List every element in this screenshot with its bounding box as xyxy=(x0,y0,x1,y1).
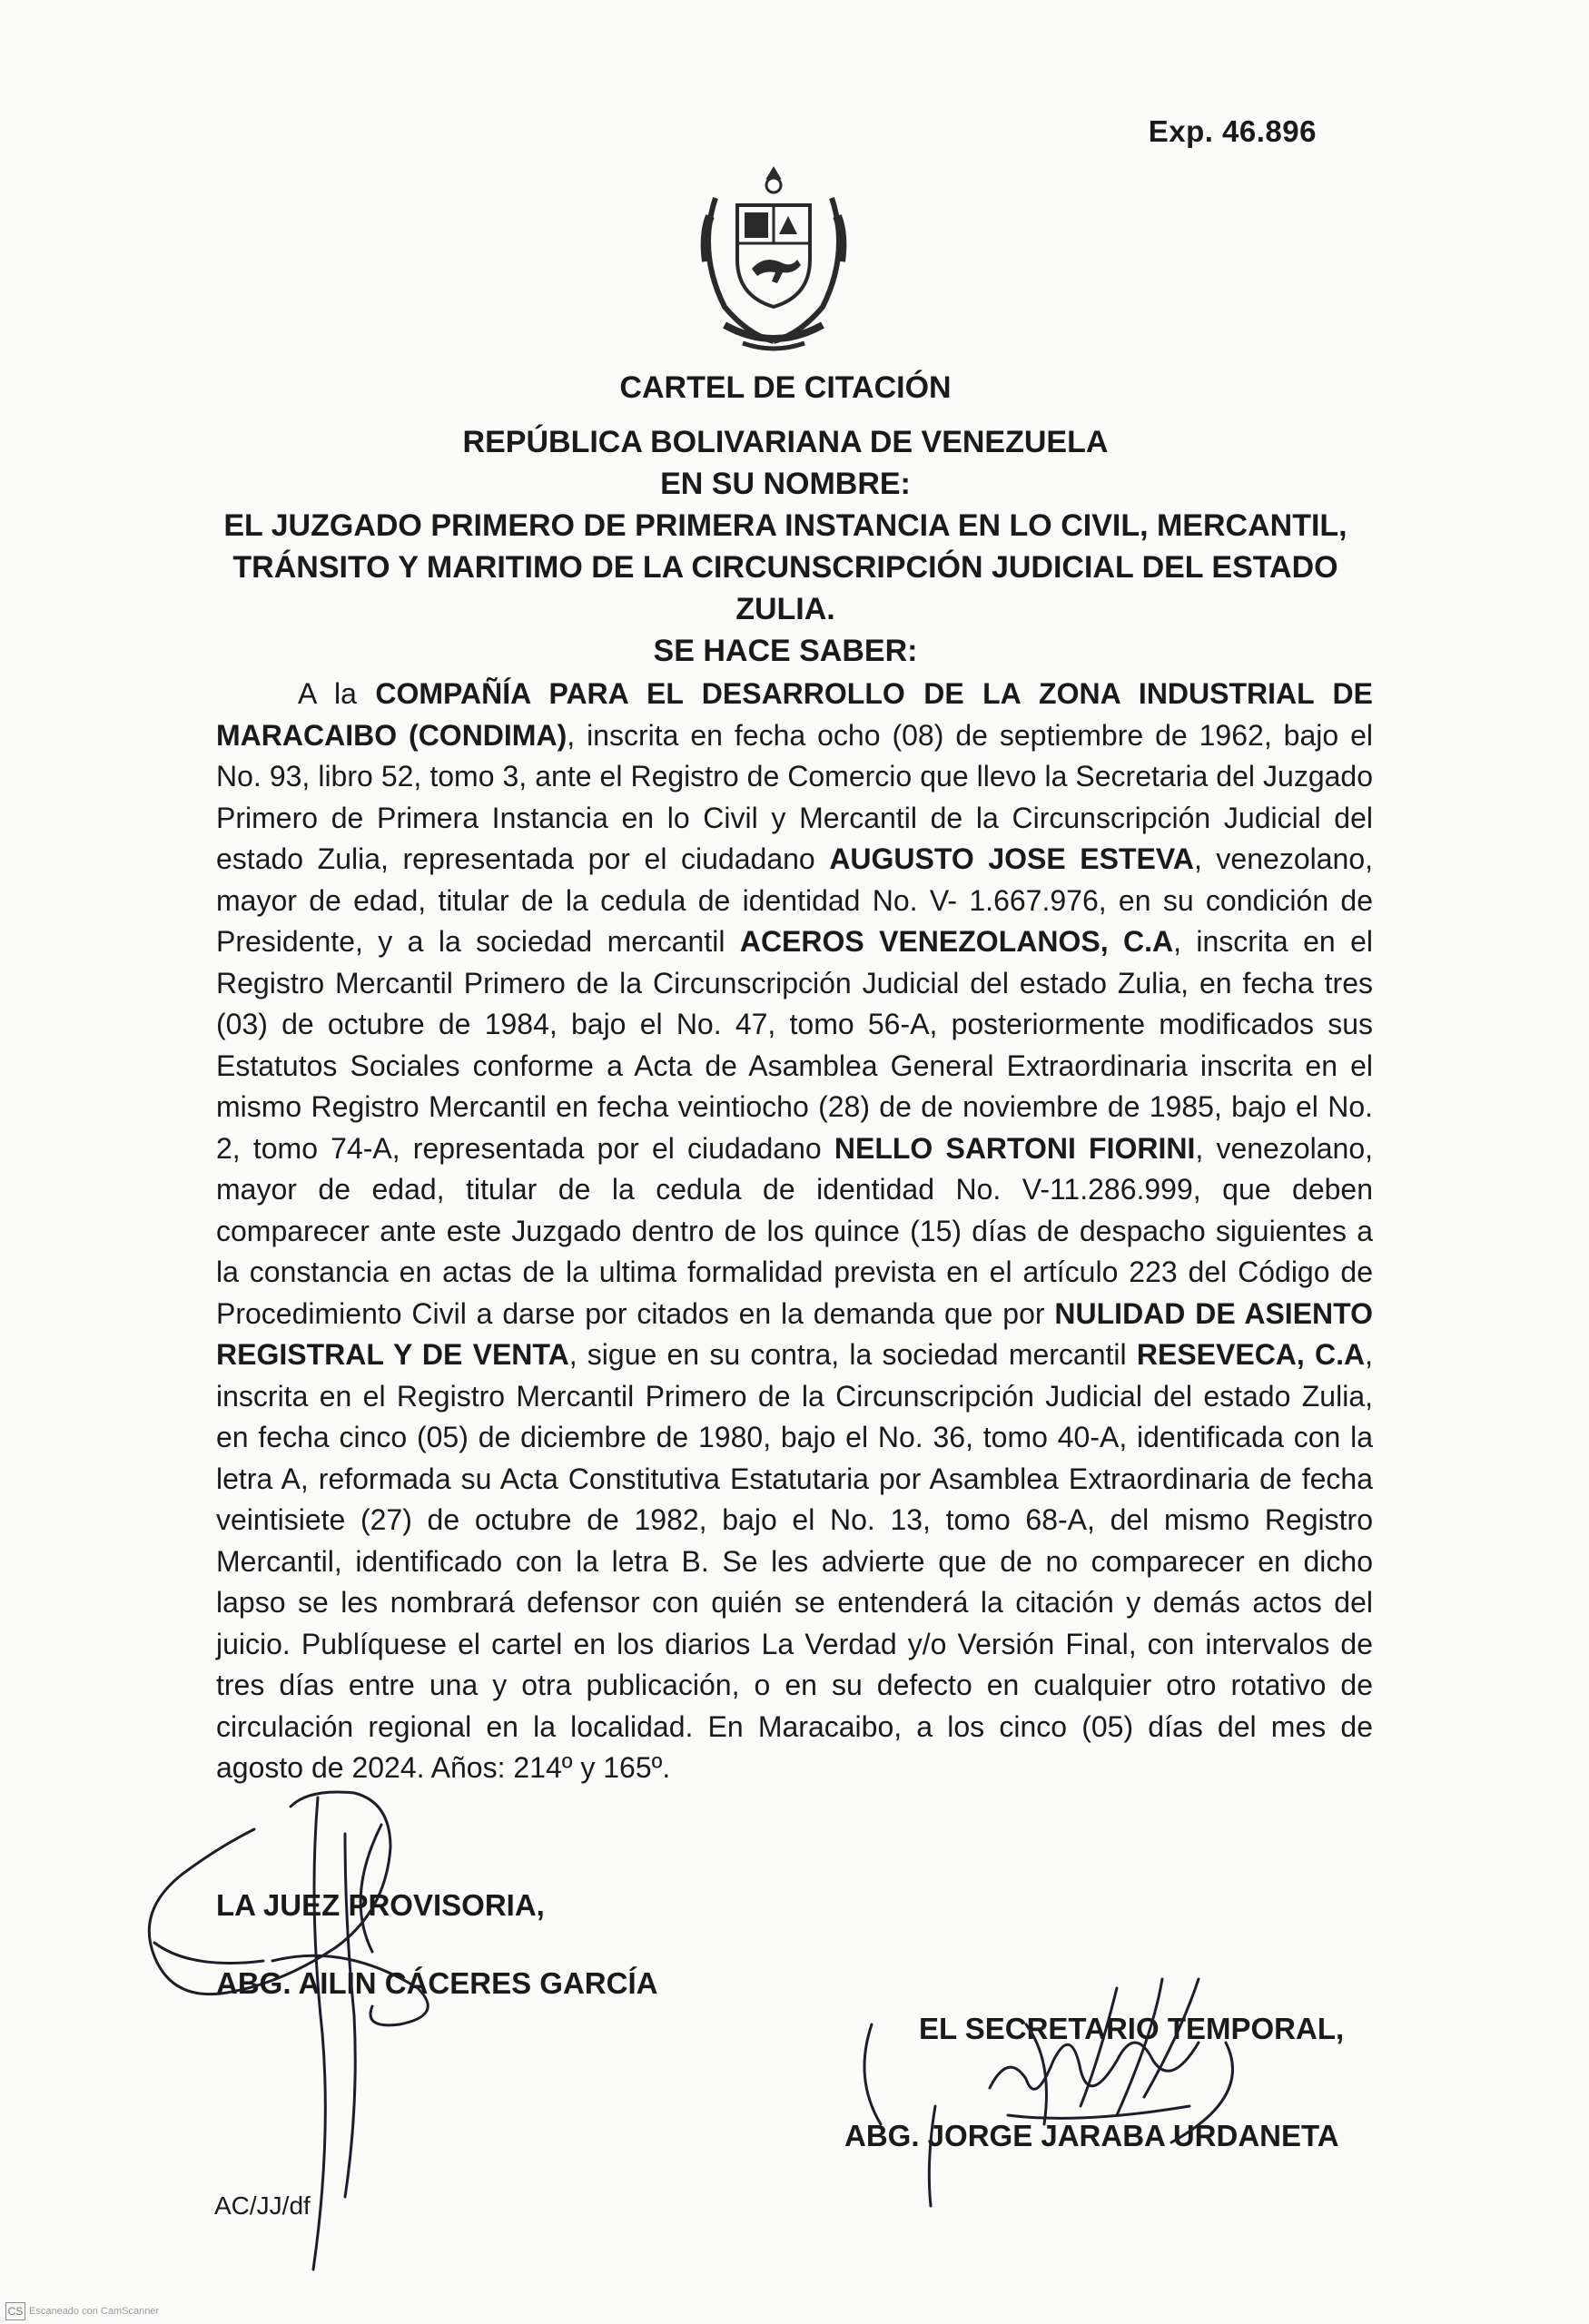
secretary-signature xyxy=(844,1952,1317,2224)
body-text-segment: , inscrita en el Registro Mercantil Primero de la Circunscripción Judicial del estado Zulia, en fecha tres (03) de octubre de 1984, bajo el No. 47, tomo 56-A, posteriormente modificados sus Estatutos Sociales conforme a Acta de Asamblea General Extraordinaria inscrita en el mismo Registro Mercantil en fecha veintiocho (28) de de noviembre de 1985, bajo el No. 2, tomo 74-A, representada por el ciudadano xyxy=(216,925,1374,1165)
en-su-nombre-heading: EN SU NOMBRE: xyxy=(660,467,911,501)
body-bold-segment: COMPAÑÍA PARA EL DESARROLLO DE LA ZONA INDUSTRIAL DE MARACAIBO (CONDIMA) xyxy=(216,677,1374,752)
judge-title: LA JUEZ PROVISORIA, xyxy=(216,1888,545,1922)
body-bold-segment: ACEROS VENEZOLANOS, C.A xyxy=(739,925,1174,958)
initials: AC/JJ/df xyxy=(214,2191,311,2220)
coat-of-arms-icon xyxy=(688,162,859,356)
citation-body xyxy=(216,674,1373,1789)
secretary-name: ABG. JORGE JARABA URDANETA xyxy=(844,2119,1339,2152)
camscanner-logo: CS xyxy=(5,2302,25,2320)
secretary-title: EL SECRETARIO TEMPORAL, xyxy=(919,2012,1345,2045)
se-hace-saber-heading: SE HACE SABER: xyxy=(653,634,918,668)
body-bold-segment: NELLO SARTONI FIORINI xyxy=(834,1131,1196,1165)
judge-name: ABG. AILIN CÁCERES GARCÍA xyxy=(216,1966,658,2000)
body-text-segment: , venezolano, mayor de edad, titular de la cedula de identidad No. V-11.286.999, que deben comparecer ante este Juzgado dentro de los quince (15) días de despacho siguientes a la constancia en actas de la ultima formalidad prevista en el artículo 223 del Código de Procedimiento Civil a darse por citados en la demanda que por xyxy=(216,1131,1374,1330)
document-title: CARTEL DE CITACIÓN xyxy=(619,370,952,405)
document-headings xyxy=(200,367,1371,672)
body-bold-segment: RESEVECA, C.A xyxy=(1136,1338,1366,1371)
expediente-number: Exp. 46.896 xyxy=(1148,114,1317,148)
body-bold-segment: AUGUSTO JOSE ESTEVA xyxy=(829,842,1194,875)
body-text-segment: , venezolano, mayor de edad, titular de la cedula de identidad No. V- 1.667.976, en su condición de Presidente, y a la sociedad mercantil xyxy=(216,842,1374,958)
scanner-watermark: Escaneado con CamScanner xyxy=(29,2306,160,2317)
republic-heading: REPÚBLICA BOLIVARIANA DE VENEZUELA xyxy=(462,425,1109,459)
body-bold-segment: NULIDAD DE ASIENTO REGISTRAL Y DE VENTA xyxy=(216,1296,1374,1371)
body-text-segment: , inscrita en el Registro Mercantil Primero de la Circunscripción Judicial del estado Zulia, en fecha cinco (05) de diciembre de 1980, bajo el No. 36, tomo 40-A, identificada con la letra A, reformada su Acta Constitutiva Estatutaria por Asamblea Extraordinaria de fecha veintisiete (27) de octubre de 1982, bajo el No. 13, tomo 68-A, del mismo Registro Mercantil, identificado con la letra B. Se les advierte que de no comparecer en dicho lapso se les nombrará defensor con quién se entenderá la citación y demás actos del juicio. Publíquese el cartel en los diarios La Verdad y/o Versión Final, con intervalos de tres días entre una y otra publicación, o en su defecto en cualquier otro rotativo de circulación regional en la localidad. En Maracaibo, a los cinco (05) días del mes de agosto de 2024. Años: 214º y 165º. xyxy=(216,1338,1374,1784)
judge-signature xyxy=(136,1779,554,2288)
court-name: EL JUZGADO PRIMERO DE PRIMERA INSTANCIA EN LO CIVIL, MERCANTIL, TRÁNSITO Y MARITIMO DE LA CIRCUNSCRIPCIÓN JUDICIAL DEL ESTADO ZULIA. xyxy=(223,508,1347,626)
body-text-segment: , inscrita en fecha ocho (08) de septiembre de 1962, bajo el No. 93, libro 52, tomo 3, ante el Registro de Comercio que llevo la Secretaria del Juzgado Primero de Primera Instancia en lo Civil y Mercantil de la Circunscripción Judicial del estado Zulia, representada por el ciudadano xyxy=(216,718,1374,875)
body-text-segment: , sigue en su contra, la sociedad mercantil xyxy=(568,1338,1137,1371)
body-text-segment: A la xyxy=(298,677,376,710)
